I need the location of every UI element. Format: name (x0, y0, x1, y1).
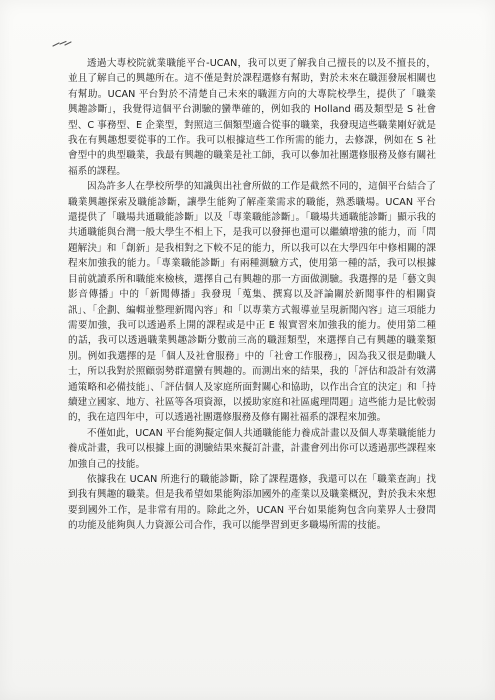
pen-mark (52, 40, 72, 48)
essay-body (68, 56, 436, 534)
paragraph-1: 透過大專校院就業職能平台-UCAN，我可以更了解我自己擅長的以及不擅長的，並且了解自己的興趣所在。這不僅是對於課程選修有幫助，對於未來在職涯發展相關也有幫助。UCAN 平台對於不清楚自己未來的職涯方向的大專院校學生，提供了「職業興趣診斷」，我覺得這個平台測驗的蠻準確的，例如我的 Holland 碼及類型是 S 社會型、C 事務型、E 企業型，對照這三個類型適合從事的職業，我發現這些職業剛好就是我在有興趣想要從事的工作。我可以根據這些工作所需的能力，去修課，例如在 S 社會型中的典型職業，我最有興趣的職業是社工師，我可以參加社團選修服務及修有關社福系的課程。 (68, 58, 436, 177)
paragraph-2: 因為許多人在學校所學的知識與出社會所做的工作是截然不同的，這個平台結合了職業興趣探索及職能診斷，讓學生能夠了解產業需求的職能，熟悉職場。UCAN 平台還提供了「職場共通職能診斷」以及「專業職能診斷」。「職場共通職能診斷」顯示我的共通職能與台灣一般大學生不相上下，是我可以發揮也還可以繼續增強的能力，而「問題解決」和「創新」是我相對之下較不足的能力，所以我可以在大學四年中修相關的課程來加強我的能力。「專業職能診斷」有兩種測驗方式，使用第一種的話，我可以根據目前就讀系所和職能來檢核，選擇自己有興趣的那一方面做測驗。我選擇的是「藝文與影音傳播」中的「新聞傳播」我發現「蒐集、撰寫以及評論關於新聞事件的相關資訊」、「企劃、編輯並整理新聞內容」和「以專業方式報導並呈現新聞內容」這三項能力需要加強，我可以透過系上開的課程或是中正 E 報實習來加強我的能力。使用第二種的話，我可以透過職業興趣診斷分數前三高的職涯類型，來選擇自己有興趣的職業類別。例如我選擇的是「個人及社會服務」中的「社會工作服務」，因為我又很是動職人士，所以我對於照顧弱勢群還蠻有興趣的。而測出來的結果，我的「評估和設計有效溝通策略和必備技能」、「評估個人及家庭所面對關心和協助，以作出合宜的決定」和「持續建立國家、地方、社區等各項資源，以援助家庭和社區處理問題」這些能力是比較弱的，我在這四年中，可以透過社團選修服務及修有關社福系的課程來加強。 (68, 181, 436, 424)
paragraph-4: 依據我在 UCAN 所進行的職能診斷，除了課程選修，我還可以在「職業查詢」找到我有興趣的職業。但是我希望如果能夠添加國外的產業以及職業概況，對於我未來想要到國外工作，是非常有用的。除此之外，UCAN 平台如果能夠包含向業界人士發問的功能及能夠與人力資源公司合作，我可以能學習到更多職場所需的技能。 (68, 473, 436, 532)
paragraph-3: 不僅如此，UCAN 平台能夠擬定個人共通職能能力養成計畫以及個人專業職能能力養成計畫，我可以根據上面的測驗結果來擬訂計畫，計畫會列出你可以透過那些課程來加強自己的技能。 (68, 427, 437, 470)
